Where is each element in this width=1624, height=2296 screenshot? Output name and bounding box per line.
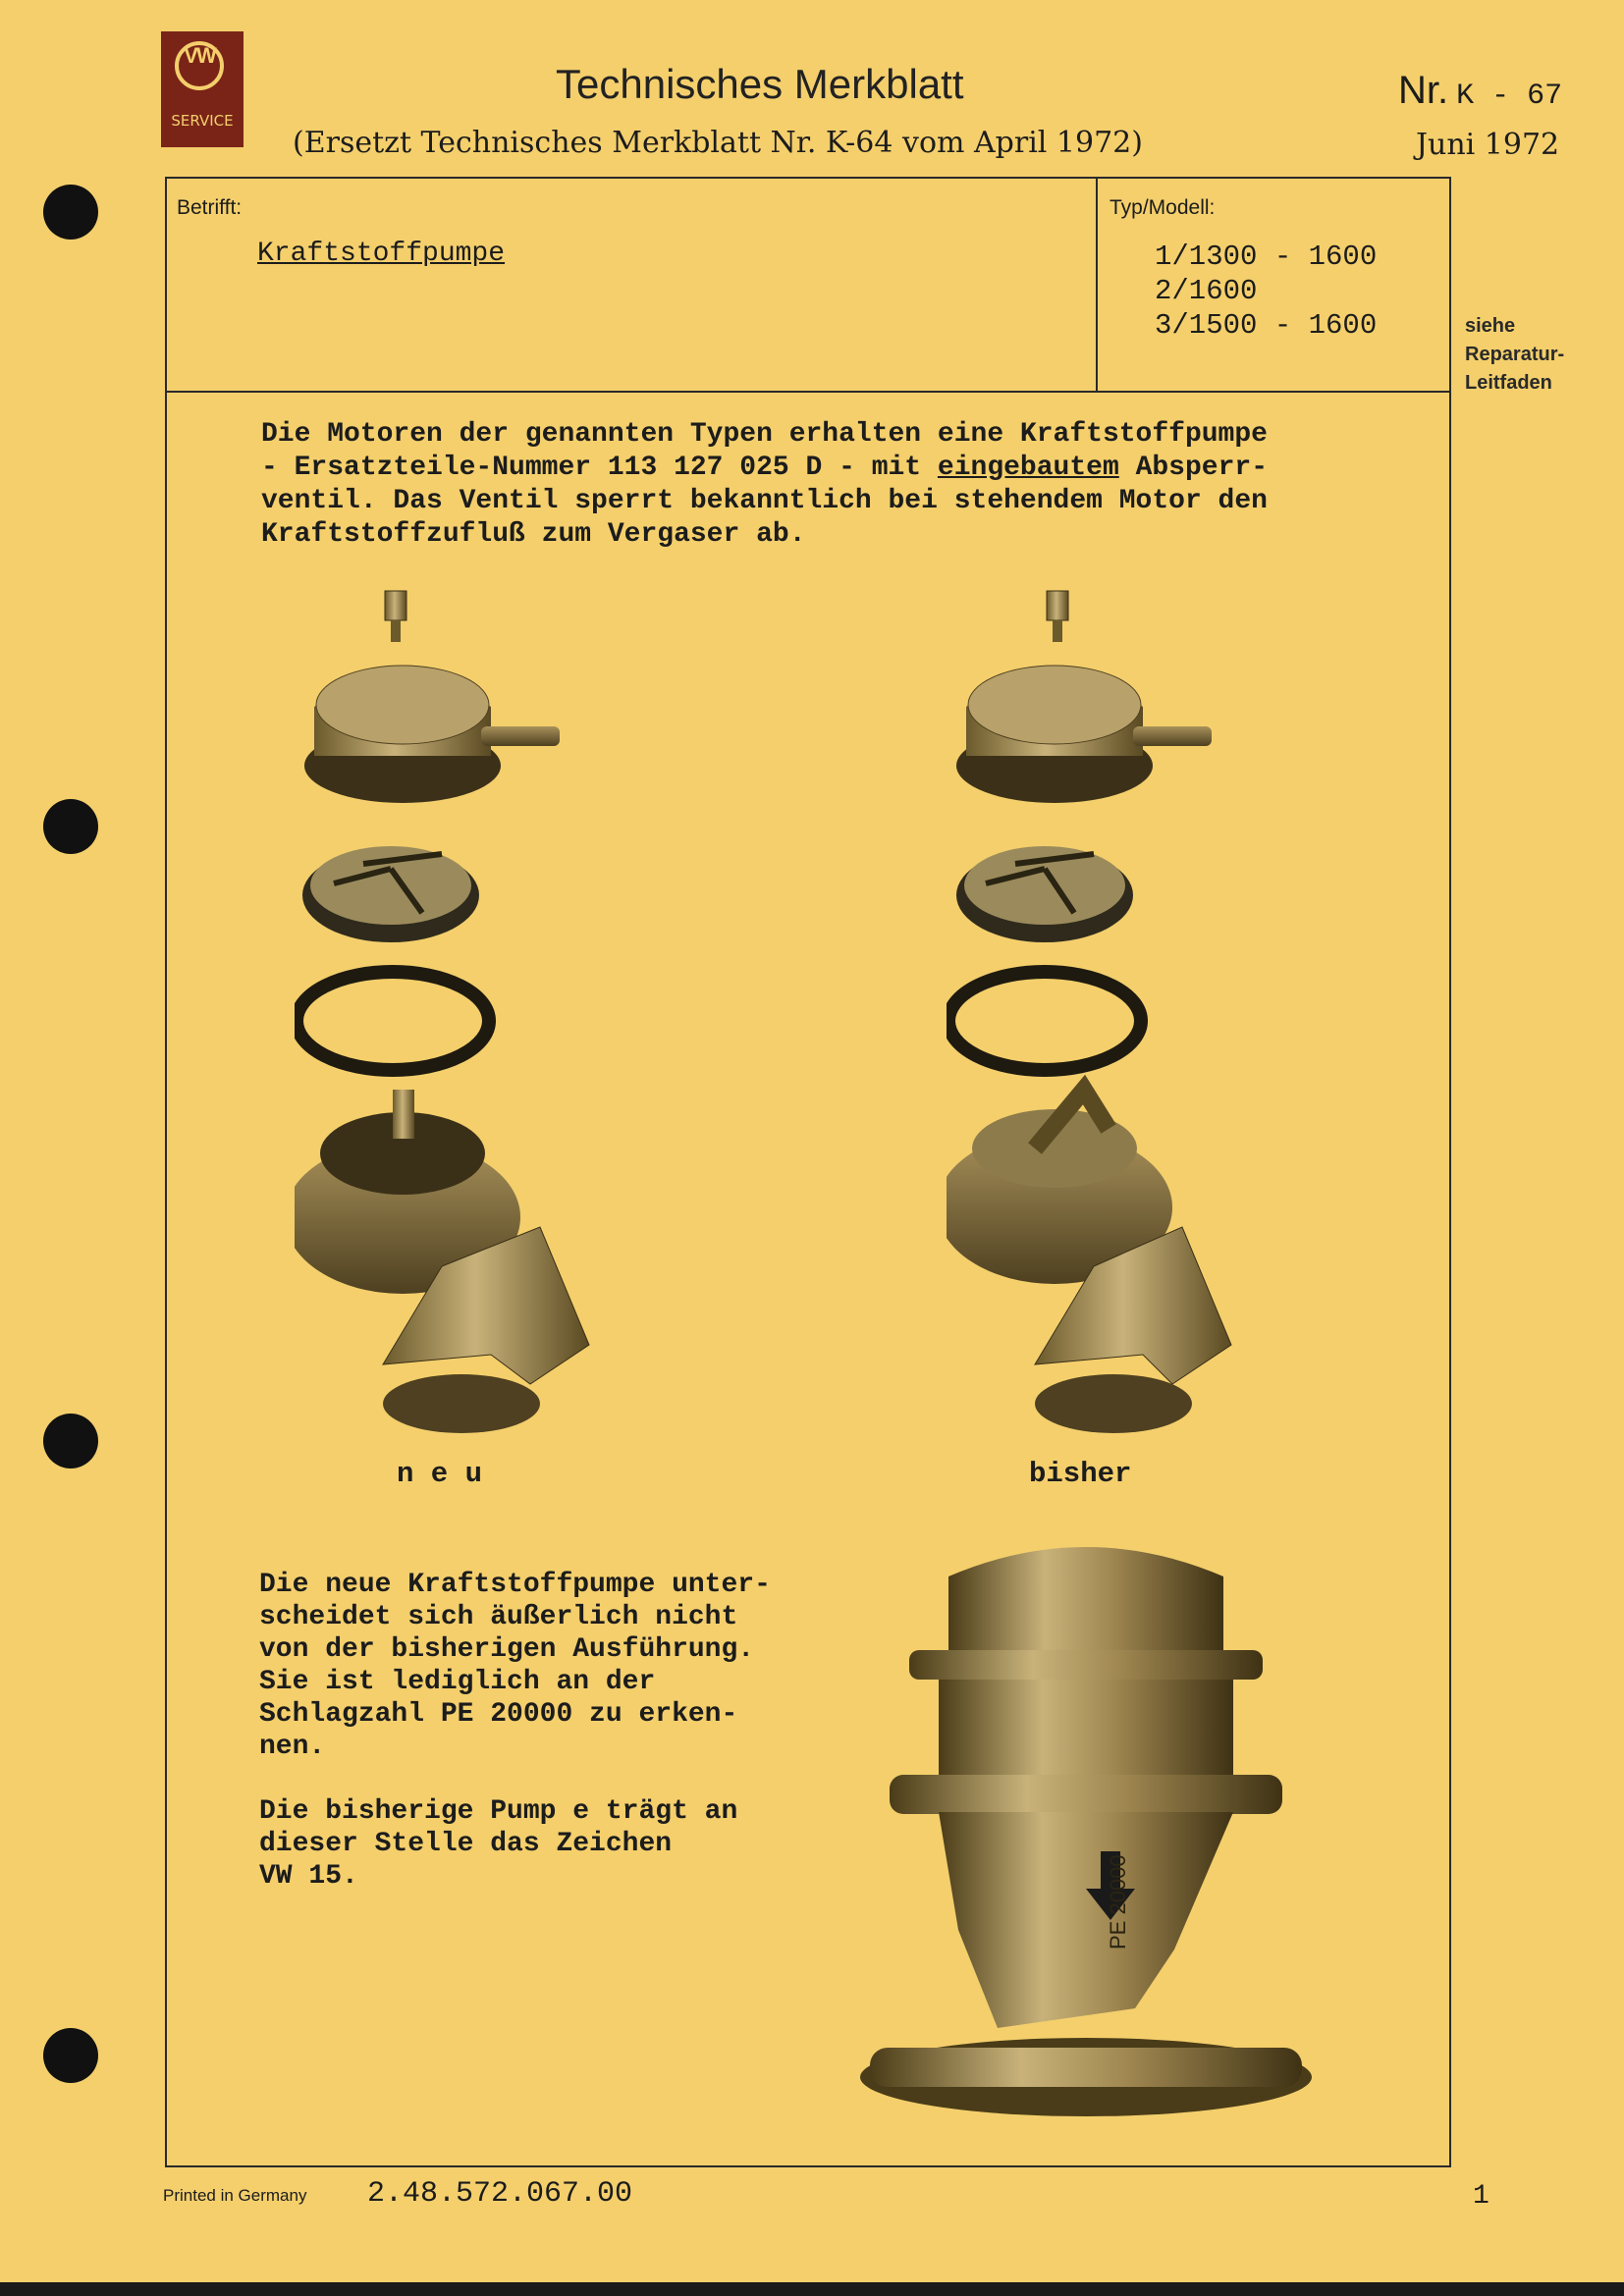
betrifft-label: Betrifft: — [177, 196, 243, 219]
pump-exploded-new-illustration — [295, 579, 619, 1453]
reference-line: siehe — [1465, 315, 1516, 337]
punch-hole — [43, 799, 98, 854]
logo-mark: VW — [184, 43, 215, 68]
vw-service-logo — [161, 31, 244, 147]
model-entry: 1/1300 - 1600 — [1155, 240, 1378, 273]
caption-new: n e u — [397, 1458, 483, 1490]
model-entry: 3/1500 - 1600 — [1155, 309, 1378, 342]
reference-line: Leitfaden — [1465, 372, 1552, 394]
intro-emphasis: eingebautem — [937, 453, 1119, 483]
typ-modell-label: Typ/Modell: — [1110, 196, 1216, 219]
punch-hole — [43, 1414, 98, 1468]
intro-text: Absperr- ventil. Das Ventil sperrt bekanntlich bei stehendem Motor den Kraftstoffzufluß zum Vergaser ab. — [261, 453, 1268, 550]
document-date: Juni 1972 — [1416, 128, 1560, 162]
document-subtitle: (Ersetzt Technisches Merkblatt Nr. K-64 vom April 1972) — [293, 126, 1143, 160]
document-number — [1398, 69, 1562, 113]
header-divider — [165, 391, 1451, 393]
nr-label: Nr. — [1398, 69, 1449, 112]
caption-old: bisher — [1029, 1458, 1132, 1490]
pump-closeup-photo — [840, 1518, 1331, 2126]
explanation-note: Die neue Kraftstoffpumpe unter- scheidet sich äußerlich nicht von der bisherigen Ausführung. Sie ist lediglich an der Schlagzahl PE 20000 zu erken- nen. Die bisherige Pump e trägt an dieser Stelle das Zeichen VW 15. — [259, 1570, 771, 1892]
punch-hole — [43, 185, 98, 240]
printed-in-label: Printed in Germany — [163, 2186, 307, 2205]
punch-hole — [43, 2028, 98, 2083]
page-number: 1 — [1473, 2181, 1489, 2212]
pump-exploded-old-illustration — [947, 579, 1261, 1453]
intro-paragraph — [261, 418, 1361, 552]
intro-text: Die Motoren der genannten Typen erhalten eine Kraftstoffpumpe - Ersatzteile-Nummer 113 127 025 D - mit — [261, 419, 1268, 483]
nr-value: K - 67 — [1456, 80, 1563, 113]
model-entry: 2/1600 — [1155, 275, 1258, 307]
header-column-divider — [1096, 177, 1098, 393]
form-code: 2.48.572.067.00 — [367, 2177, 633, 2211]
document-title: Technisches Merkblatt — [556, 61, 964, 107]
subject-title: Kraftstoffpumpe — [257, 239, 506, 269]
pe-marking-label: PE 20000 — [1106, 1854, 1130, 1949]
reference-note — [1465, 312, 1564, 398]
logo-label: SERVICE — [171, 112, 234, 130]
reference-line: Reparatur- — [1465, 344, 1565, 365]
